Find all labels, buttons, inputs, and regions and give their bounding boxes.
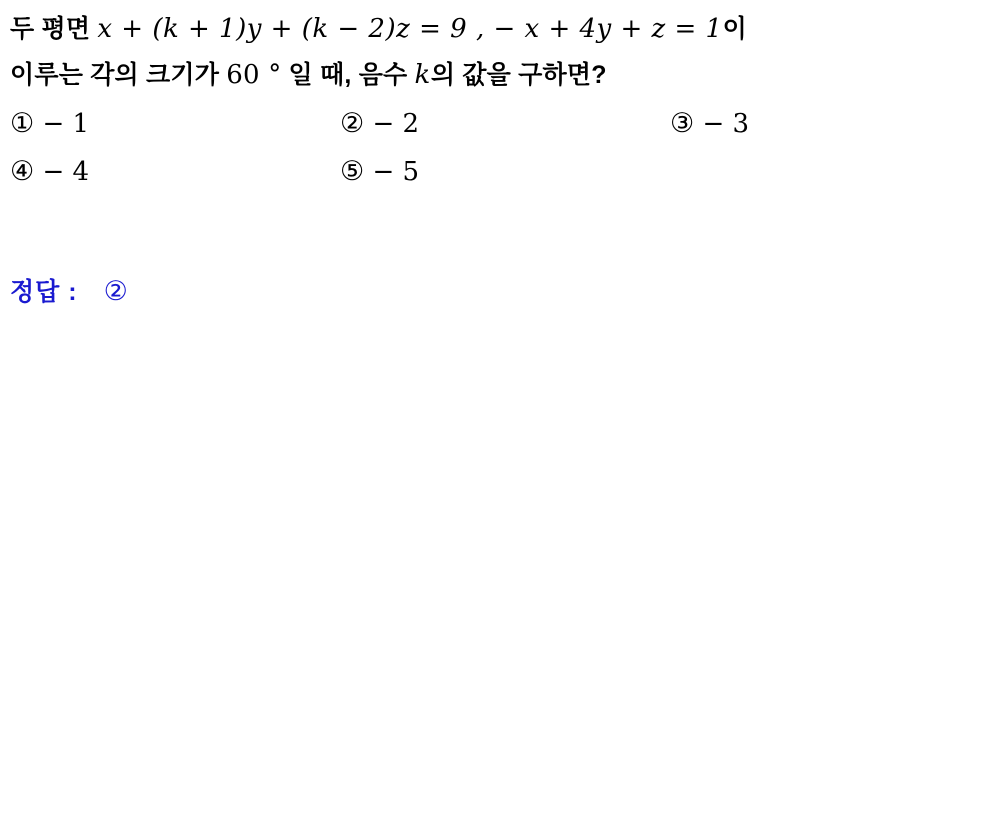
choice-list (0, 108, 993, 204)
answer-label: 정답 : (10, 278, 78, 306)
choice-5-number: ⑤ (340, 156, 365, 187)
choice-1-text: − 1 (42, 109, 90, 139)
choice-option-4[interactable] (10, 156, 340, 187)
choice-2-number: ② (340, 108, 365, 139)
question-line-1-math: x + (k + 1)y + (k − 2)z = 9 , − x + 4y + z = 1 (97, 14, 723, 44)
choice-option-5[interactable] (340, 156, 670, 187)
question-line-2-suffix: 의 값을 구하면? (430, 61, 607, 89)
choice-option-3[interactable] (670, 108, 970, 139)
answer-block (0, 272, 993, 308)
question-line-2-math-k: k (414, 60, 431, 90)
choice-3-number: ③ (670, 108, 695, 139)
choice-row (10, 156, 983, 204)
answer-value: ② (103, 276, 128, 307)
choice-3-text: − 3 (702, 109, 750, 139)
question-block (0, 0, 993, 98)
question-line-2 (10, 52, 983, 98)
question-line-1-suffix: 이 (722, 15, 747, 43)
choice-4-number: ④ (10, 156, 35, 187)
question-line-1-prefix: 두 평면 (10, 15, 98, 43)
choice-1-number: ① (10, 108, 35, 139)
choice-option-1[interactable] (10, 108, 340, 139)
choice-2-text: − 2 (372, 109, 420, 139)
question-line-2-middle: 일 때, 음수 (281, 61, 415, 89)
question-line-2-prefix: 이루는 각의 크기가 (10, 61, 227, 89)
choice-4-text: − 4 (42, 157, 90, 187)
choice-5-text: − 5 (372, 157, 420, 187)
question-line-1 (10, 6, 983, 52)
choice-option-2[interactable] (340, 108, 670, 139)
question-line-2-math-angle: 60 ° (226, 60, 282, 90)
choice-row (10, 108, 983, 156)
